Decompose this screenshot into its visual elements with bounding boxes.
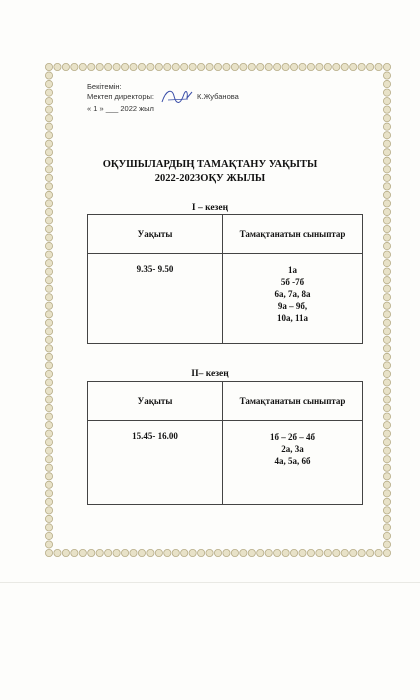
pearl-bead <box>45 481 52 488</box>
pearl-bead <box>383 140 390 147</box>
pearl-bead <box>383 524 390 531</box>
pearl-bead <box>240 63 247 70</box>
table-header-row <box>88 215 363 254</box>
pearl-bead <box>45 319 52 326</box>
pearl-bead <box>383 89 390 96</box>
pearl-bead <box>383 473 390 480</box>
table-header-row <box>88 382 363 421</box>
pearl-bead <box>45 456 52 463</box>
pearl-bead <box>274 549 281 556</box>
pearl-bead <box>257 549 264 556</box>
approval-block <box>87 82 239 114</box>
pearl-bead <box>383 149 390 156</box>
pearl-bead <box>375 549 382 556</box>
director-label: Мектеп директоры: <box>87 92 154 101</box>
pearl-bead <box>383 319 390 326</box>
classes-cell <box>223 254 363 344</box>
pearl-bead <box>45 430 52 437</box>
period-1-label: I – кезең <box>191 203 229 213</box>
pearl-bead <box>214 549 221 556</box>
pearl-bead <box>214 63 221 70</box>
pearl-bead <box>265 549 272 556</box>
table-row <box>88 421 363 505</box>
pearl-bead <box>383 132 390 139</box>
pearl-bead <box>383 106 390 113</box>
pearl-bead <box>181 63 188 70</box>
pearl-bead <box>79 63 86 70</box>
pearl-bead <box>383 430 390 437</box>
pearl-bead <box>383 234 390 241</box>
pearl-bead <box>333 63 340 70</box>
pearl-bead <box>257 63 264 70</box>
pearl-bead <box>358 549 365 556</box>
pearl-bead <box>383 353 390 360</box>
pearl-bead <box>45 515 52 522</box>
pearl-bead <box>383 549 390 556</box>
document-title: ОҚУШЫЛАРДЫҢ ТАМАҚТАНУ УАҚЫТЫ <box>102 159 318 170</box>
pearl-bead <box>383 311 390 318</box>
pearl-bead <box>45 251 52 258</box>
pearl-bead <box>383 123 390 130</box>
pearl-bead <box>383 217 390 224</box>
pearl-bead <box>45 132 52 139</box>
pearl-bead <box>113 63 120 70</box>
pearl-bead <box>383 379 390 386</box>
table-row <box>88 254 363 344</box>
pearl-bead <box>383 242 390 249</box>
pearl-bead <box>45 302 52 309</box>
pearl-bead <box>350 549 357 556</box>
pearl-bead <box>383 507 390 514</box>
pearl-bead <box>189 63 196 70</box>
header-time: Уақыты <box>88 382 223 421</box>
pearl-bead <box>383 277 390 284</box>
pearl-bead <box>333 549 340 556</box>
pearl-bead <box>45 379 52 386</box>
pearl-bead <box>121 549 128 556</box>
pearl-bead <box>113 549 120 556</box>
pearl-bead <box>45 439 52 446</box>
pearl-bead <box>45 260 52 267</box>
pearl-bead <box>62 63 69 70</box>
pearl-bead <box>383 268 390 275</box>
document-subtitle: 2022-2023ОҚУ ЖЫЛЫ <box>154 173 266 184</box>
pearl-bead <box>45 532 52 539</box>
pearl-bead <box>231 63 238 70</box>
pearl-bead <box>341 549 348 556</box>
class-group: 5б -7б <box>280 277 305 287</box>
pearl-bead <box>45 225 52 232</box>
pearl-bead <box>383 464 390 471</box>
pearl-bead <box>316 549 323 556</box>
pearl-bead <box>383 336 390 343</box>
pearl-bead <box>45 80 52 87</box>
pearl-bead <box>45 149 52 156</box>
pearl-bead <box>198 549 205 556</box>
pearl-bead <box>96 549 103 556</box>
pearl-bead <box>248 549 255 556</box>
pearl-bead <box>45 507 52 514</box>
pearl-bead <box>45 285 52 292</box>
pearl-bead <box>383 515 390 522</box>
pearl-bead <box>62 549 69 556</box>
pearl-bead <box>45 191 52 198</box>
pearl-bead <box>181 549 188 556</box>
pearl-bead <box>54 549 61 556</box>
pearl-bead <box>324 549 331 556</box>
pearl-bead <box>383 422 390 429</box>
pearl-bead <box>223 549 230 556</box>
pearl-bead <box>290 549 297 556</box>
pearl-bead <box>45 404 52 411</box>
pearl-bead <box>383 541 390 548</box>
pearl-bead <box>164 549 171 556</box>
pearl-bead <box>383 345 390 352</box>
class-group: 10а, 11а <box>276 313 308 323</box>
pearl-bead <box>45 123 52 130</box>
pearl-bead <box>307 63 314 70</box>
pearl-bead <box>45 234 52 241</box>
pearl-bead <box>383 80 390 87</box>
pearl-bead <box>383 98 390 105</box>
pearl-bead <box>45 106 52 113</box>
pearl-bead <box>45 98 52 105</box>
class-group: 2а, 3а <box>281 444 304 454</box>
pearl-bead <box>367 549 374 556</box>
pearl-bead <box>45 549 52 556</box>
approval-date: « 1 » ___ 2022 жыл <box>87 104 154 113</box>
director-line <box>87 92 239 102</box>
period-2-table <box>87 381 363 505</box>
pearl-bead <box>358 63 365 70</box>
pearl-bead <box>164 63 171 70</box>
pearl-bead <box>383 456 390 463</box>
pearl-bead <box>172 63 179 70</box>
pearl-bead <box>172 549 179 556</box>
pearl-bead <box>206 63 213 70</box>
pearl-bead <box>88 63 95 70</box>
pearl-bead <box>383 396 390 403</box>
pearl-bead <box>383 225 390 232</box>
pearl-bead <box>45 353 52 360</box>
header-time: Уақыты <box>88 215 223 254</box>
class-group: 1а <box>288 265 297 275</box>
class-group: 1б – 2б – 4б <box>270 432 315 442</box>
classes-cell <box>223 421 363 505</box>
pearl-bead <box>45 447 52 454</box>
pearl-bead <box>383 532 390 539</box>
pearl-bead <box>324 63 331 70</box>
handwritten-signature <box>158 86 196 108</box>
pearl-bead <box>138 63 145 70</box>
pearl-bead <box>383 447 390 454</box>
pearl-bead <box>54 63 61 70</box>
pearl-bead <box>45 217 52 224</box>
pearl-bead <box>45 396 52 403</box>
header-classes: Тамақтанатын сыныптар <box>223 215 363 254</box>
pearl-bead <box>71 63 78 70</box>
pearl-bead <box>231 549 238 556</box>
pearl-bead <box>383 72 390 79</box>
pearl-bead <box>383 439 390 446</box>
period-2-label: II– кезең <box>191 369 229 379</box>
header-classes: Тамақтанатын сыныптар <box>223 382 363 421</box>
pearl-bead <box>45 63 52 70</box>
pearl-bead <box>45 490 52 497</box>
pearl-bead <box>383 191 390 198</box>
pearl-bead <box>45 498 52 505</box>
pearl-bead <box>155 63 162 70</box>
pearl-bead <box>383 413 390 420</box>
pearl-bead <box>341 63 348 70</box>
pearl-bead <box>105 549 112 556</box>
time-cell: 9.35- 9.50 <box>88 254 223 344</box>
pearl-bead <box>45 294 52 301</box>
pearl-bead <box>375 63 382 70</box>
pearl-bead <box>45 328 52 335</box>
pearl-bead <box>45 464 52 471</box>
class-group: 4а, 5а, 6б <box>274 456 311 466</box>
pearl-bead <box>299 63 306 70</box>
pearl-bead <box>299 549 306 556</box>
pearl-bead <box>45 524 52 531</box>
pearl-bead <box>240 549 247 556</box>
pearl-bead <box>383 260 390 267</box>
pearl-bead <box>45 311 52 318</box>
pearl-bead <box>45 72 52 79</box>
pearl-bead <box>130 549 137 556</box>
class-group: 6а, 7а, 8а <box>274 289 311 299</box>
approved-label: Бекітемін: <box>87 82 122 91</box>
director-name: К.Жубанова <box>197 92 239 101</box>
pearl-bead <box>155 549 162 556</box>
class-group: 9а – 9б, <box>277 301 308 311</box>
pearl-bead <box>121 63 128 70</box>
pearl-bead <box>45 277 52 284</box>
pearl-bead <box>147 63 154 70</box>
pearl-bead <box>282 549 289 556</box>
pearl-bead <box>383 498 390 505</box>
pearl-bead <box>206 549 213 556</box>
pearl-bead <box>383 285 390 292</box>
pearl-bead <box>147 549 154 556</box>
pearl-bead <box>45 541 52 548</box>
pearl-bead <box>45 336 52 343</box>
pearl-bead <box>383 387 390 394</box>
pearl-bead <box>274 63 281 70</box>
pearl-bead <box>45 268 52 275</box>
pearl-bead <box>45 140 52 147</box>
pearl-bead <box>45 345 52 352</box>
pearl-bead <box>45 413 52 420</box>
pearl-bead <box>45 242 52 249</box>
pearl-bead <box>45 89 52 96</box>
pearl-bead <box>130 63 137 70</box>
pearl-bead <box>189 549 196 556</box>
pearl-bead <box>383 115 390 122</box>
pearl-bead <box>45 387 52 394</box>
pearl-bead <box>383 481 390 488</box>
pearl-bead <box>88 549 95 556</box>
pearl-bead <box>383 251 390 258</box>
pearl-bead <box>265 63 272 70</box>
pearl-bead <box>105 63 112 70</box>
pearl-bead <box>282 63 289 70</box>
pearl-bead <box>383 404 390 411</box>
pearl-bead <box>45 362 52 369</box>
pearl-bead <box>383 362 390 369</box>
pearl-bead <box>45 473 52 480</box>
pearl-bead <box>138 549 145 556</box>
pearl-bead <box>383 490 390 497</box>
period-1-table <box>87 214 363 344</box>
pearl-bead <box>383 328 390 335</box>
pearl-bead <box>45 422 52 429</box>
pearl-bead <box>383 294 390 301</box>
pearl-bead <box>96 63 103 70</box>
pearl-bead <box>307 549 314 556</box>
pearl-bead <box>248 63 255 70</box>
pearl-bead <box>367 63 374 70</box>
pearl-bead <box>71 549 78 556</box>
pearl-bead <box>290 63 297 70</box>
pearl-bead <box>383 302 390 309</box>
pearl-bead <box>316 63 323 70</box>
pearl-bead <box>350 63 357 70</box>
pearl-bead <box>383 63 390 70</box>
pearl-bead <box>198 63 205 70</box>
pearl-bead <box>79 549 86 556</box>
time-cell: 15.45- 16.00 <box>88 421 223 505</box>
pearl-bead <box>45 115 52 122</box>
pearl-bead <box>223 63 230 70</box>
